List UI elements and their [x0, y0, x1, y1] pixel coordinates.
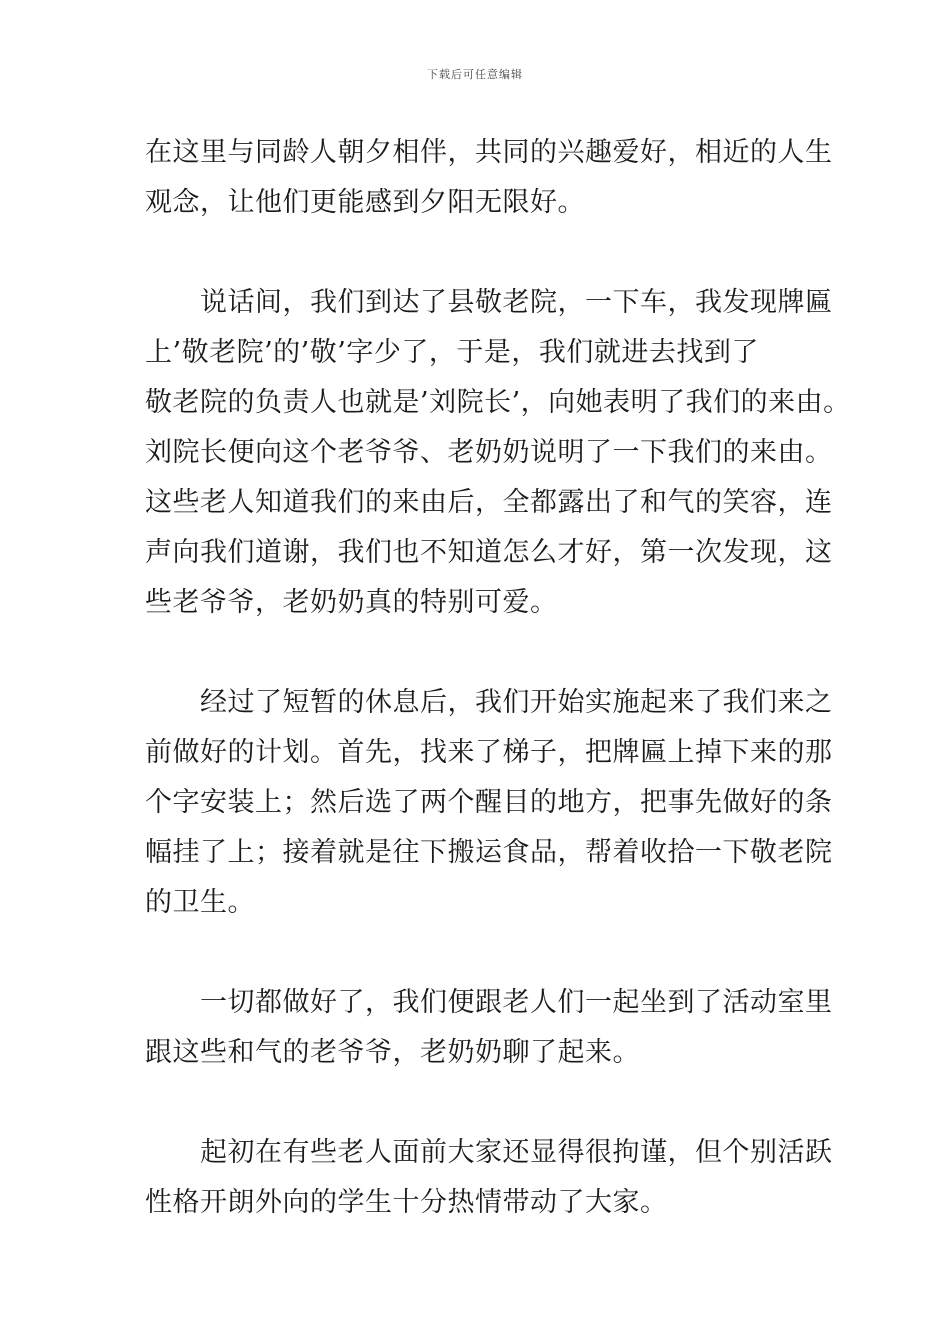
text-line: 跟这些和气的老爷爷，老奶奶聊了起来。	[145, 1037, 640, 1068]
text-line: 上’敬老院’的’敬’字少了，于是，我们就进去找到了	[145, 337, 759, 368]
text-line: 观念，让他们更能感到夕阳无限好。	[145, 187, 585, 218]
text-line: 在这里与同龄人朝夕相伴，共同的兴趣爱好，相近的人生	[145, 137, 833, 168]
text-line: 的卫生。	[145, 887, 255, 918]
paragraph	[145, 128, 833, 228]
paragraph	[145, 1128, 833, 1228]
paragraph	[145, 678, 833, 928]
document-body	[145, 128, 851, 1228]
page-header: 下载后可任意编辑	[427, 68, 523, 81]
text-line: 前做好的计划。首先，找来了梯子，把牌匾上掉下来的那	[145, 737, 833, 768]
paragraph	[145, 978, 833, 1078]
paragraph-spacer	[145, 228, 825, 278]
text-line: 一切都做好了，我们便跟老人们一起坐到了活动室里	[145, 987, 833, 1018]
text-line: 敬老院的负责人也就是’刘院长’，向她表明了我们的来由。	[145, 387, 851, 418]
text-line: 起初在有些老人面前大家还显得很拘谨，但个别活跃	[145, 1137, 833, 1168]
text-line: 些老爷爷，老奶奶真的特别可爱。	[145, 587, 558, 618]
paragraph-spacer	[145, 1078, 825, 1128]
text-line: 经过了短暂的休息后，我们开始实施起来了我们来之	[145, 687, 833, 718]
paragraph	[145, 278, 851, 628]
text-line: 个字安装上；然后选了两个醒目的地方，把事先做好的条	[145, 787, 833, 818]
text-line: 这些老人知道我们的来由后，全都露出了和气的笑容，连	[145, 487, 833, 518]
paragraph-spacer	[145, 928, 825, 978]
text-line: 说话间，我们到达了县敬老院，一下车，我发现牌匾	[145, 287, 833, 318]
paragraph-spacer	[145, 628, 825, 678]
text-line: 刘院长便向这个老爷爷、老奶奶说明了一下我们的来由。	[145, 437, 833, 468]
text-line: 声向我们道谢，我们也不知道怎么才好，第一次发现，这	[145, 537, 833, 568]
text-line: 幅挂了上；接着就是往下搬运食品，帮着收拾一下敬老院	[145, 837, 833, 868]
text-line: 性格开朗外向的学生十分热情带动了大家。	[145, 1187, 668, 1218]
